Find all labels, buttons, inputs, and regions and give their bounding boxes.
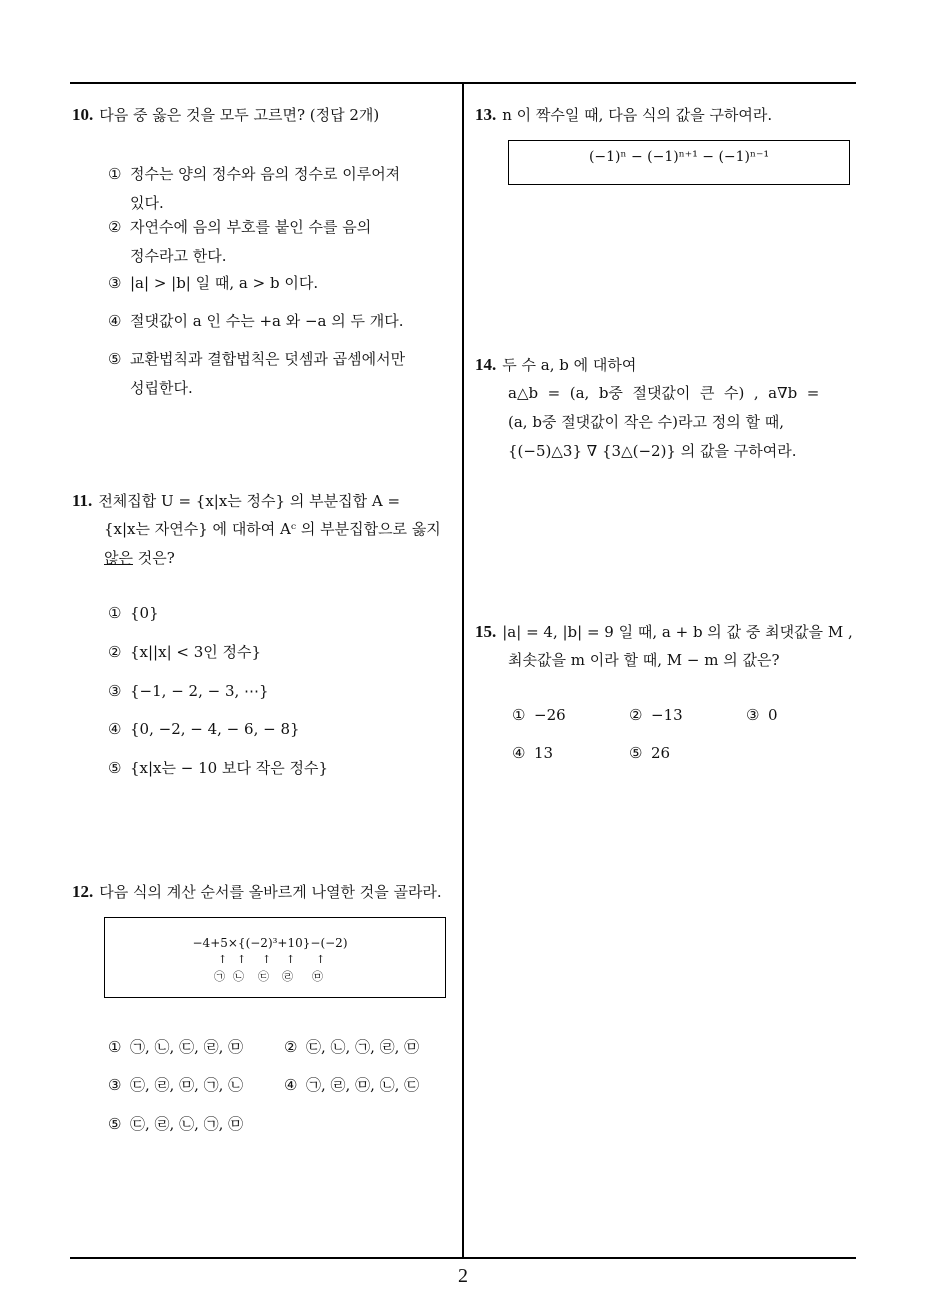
choice-mark: ③	[108, 682, 122, 700]
question-number: 11.	[72, 491, 93, 510]
choice-mark: ②	[108, 643, 122, 661]
choice-mark: ④	[108, 312, 122, 330]
q15-option-2[interactable]	[629, 701, 683, 730]
choice-mark: ③	[746, 706, 760, 724]
expression: −4+5×{(−2)³+10}−(−2)	[192, 936, 348, 950]
question-stem-line2: a△b = (a, b중 절댓값이 큰 수) , a∇b =	[508, 384, 820, 402]
q12-option-1[interactable]	[108, 1033, 243, 1062]
arrow-3: ↑	[262, 953, 272, 966]
question-number: 14.	[475, 355, 497, 374]
choice-mark: ③	[108, 1076, 122, 1094]
column-divider	[462, 82, 464, 1258]
q11-option-5[interactable]	[108, 754, 328, 783]
q10-option-1[interactable]	[108, 160, 448, 218]
option-text: ㉢, ㉡, ㉠, ㉣, ㉤	[306, 1038, 420, 1056]
question-11	[72, 486, 456, 516]
question-11-line2	[104, 515, 456, 573]
option-text: −13	[651, 706, 683, 724]
q12-option-2[interactable]	[284, 1033, 419, 1062]
label-3: ㉢	[258, 970, 269, 983]
option-text: 절댓값이 a 인 수는 +a 와 −a 의 두 개다.	[130, 312, 404, 330]
q11-option-1[interactable]	[108, 599, 159, 628]
expression-box	[104, 917, 446, 998]
question-stem: 다음 식의 계산 순서를 올바르게 나열한 것을 골라라.	[99, 883, 442, 901]
label-2: ㉡	[233, 970, 244, 983]
q10-option-2[interactable]	[108, 213, 448, 271]
expression-box	[508, 140, 850, 185]
question-number: 13.	[475, 105, 497, 124]
choice-mark: ③	[108, 274, 122, 292]
option-text: ㉢, ㉣, ㉤, ㉠, ㉡	[130, 1076, 244, 1094]
question-stem-line3: (a, b중 절댓값이 작은 수)라고 정의 할 때,	[508, 413, 785, 431]
question-12	[72, 877, 462, 907]
choice-mark: ②	[284, 1038, 298, 1056]
choice-mark: ⑤	[108, 1115, 122, 1133]
choice-mark: ①	[108, 604, 122, 622]
question-number: 12.	[72, 882, 94, 901]
choice-mark: ④	[108, 720, 122, 738]
question-stem-line4: {(−5)△3} ∇ {3△(−2)} 의 값을 구하여라.	[508, 442, 797, 460]
q15-option-4[interactable]	[512, 739, 553, 768]
choice-mark: ①	[512, 706, 526, 724]
option-text-cont: 있다.	[130, 194, 164, 212]
label-4: ㉣	[282, 970, 293, 983]
q12-option-3[interactable]	[108, 1071, 243, 1100]
q10-option-4[interactable]	[108, 307, 448, 336]
choice-mark: ①	[108, 1038, 122, 1056]
choice-mark: ④	[512, 744, 526, 762]
q11-option-4[interactable]	[108, 715, 300, 744]
option-text: 교환법칙과 결합법칙은 덧셈과 곱셈에서만	[130, 350, 406, 368]
choice-mark: ②	[108, 218, 122, 236]
option-text: {x||x| < 3인 정수}	[130, 643, 262, 661]
option-text-cont: 정수라고 한다.	[130, 247, 227, 265]
q15-option-1[interactable]	[512, 701, 566, 730]
option-text: |a| > |b| 일 때, a > b 이다.	[130, 274, 319, 292]
question-stem: 다음 중 옳은 것을 모두 고르면? (정답 2개)	[99, 106, 380, 124]
question-14	[475, 350, 855, 380]
question-15	[475, 617, 860, 647]
option-text: 정수는 양의 정수와 음의 정수로 이루어져	[130, 165, 401, 183]
arrow-1: ↑	[218, 953, 228, 966]
choice-mark: ⑤	[108, 759, 122, 777]
question-14-body	[508, 379, 860, 466]
q10-option-5[interactable]	[108, 345, 448, 403]
option-text: {−1, − 2, − 3, ⋯}	[130, 682, 269, 700]
question-stem: n 이 짝수일 때, 다음 식의 값을 구하여라.	[502, 106, 773, 124]
label-1: ㉠	[214, 970, 225, 983]
choice-mark: ⑤	[108, 350, 122, 368]
page-number: 2	[458, 1265, 468, 1287]
q11-option-2[interactable]	[108, 638, 261, 667]
q11-option-3[interactable]	[108, 677, 269, 706]
label-5: ㉤	[312, 970, 323, 983]
option-text: −26	[534, 706, 566, 724]
option-text-cont: 성립한다.	[130, 379, 193, 397]
option-text: {x|x는 − 10 보다 작은 정수}	[130, 759, 328, 777]
question-stem-line2: {x|x는 자연수} 에 대하여 Aᶜ 의 부분집합으로 옳지	[104, 520, 441, 538]
question-stem-line1: 전체집합 U = {x|x는 정수} 의 부분집합 A =	[98, 492, 401, 510]
question-stem-line1: |a| = 4, |b| = 9 일 때, a + b 의 값 중 최댓값을 M ,	[502, 623, 853, 641]
option-text: {0}	[130, 604, 159, 622]
question-13	[475, 100, 855, 130]
choice-mark: ①	[108, 165, 122, 183]
arrow-4: ↑	[286, 953, 296, 966]
option-text: {0, −2, − 4, − 6, − 8}	[130, 720, 300, 738]
choice-mark: ④	[284, 1076, 298, 1094]
option-text: 26	[651, 744, 671, 762]
option-text: 0	[768, 706, 778, 724]
q12-option-4[interactable]	[284, 1071, 419, 1100]
choice-mark: ②	[629, 706, 643, 724]
option-text: ㉠, ㉣, ㉤, ㉡, ㉢	[306, 1076, 420, 1094]
choice-mark: ⑤	[629, 744, 643, 762]
q10-option-3[interactable]	[108, 269, 448, 298]
question-stem-line2: 최솟값을 m 이라 할 때, M − m 의 값은?	[508, 651, 780, 669]
q15-option-3[interactable]	[746, 701, 778, 730]
arrow-5: ↑	[316, 953, 326, 966]
q15-option-5[interactable]	[629, 739, 670, 768]
arrow-row	[105, 953, 445, 967]
expression: (−1)ⁿ − (−1)ⁿ⁺¹ − (−1)ⁿ⁻¹	[588, 149, 770, 165]
q12-option-5[interactable]	[108, 1110, 243, 1139]
underlined-word: 않은	[104, 549, 133, 567]
question-stem-line3: 것은?	[132, 549, 175, 567]
option-text: 자연수에 음의 부호를 붙인 수를 음의	[130, 218, 372, 236]
question-10	[72, 100, 457, 130]
label-row	[105, 968, 445, 984]
question-stem-line1: 두 수 a, b 에 대하여	[502, 356, 637, 374]
option-text: 13	[534, 744, 554, 762]
option-text: ㉠, ㉡, ㉢, ㉣, ㉤	[130, 1038, 244, 1056]
option-text: ㉢, ㉣, ㉡, ㉠, ㉤	[130, 1115, 244, 1133]
arrow-2: ↑	[237, 953, 247, 966]
question-number: 10.	[72, 105, 94, 124]
question-15-line2	[508, 646, 860, 675]
question-number: 15.	[475, 622, 497, 641]
